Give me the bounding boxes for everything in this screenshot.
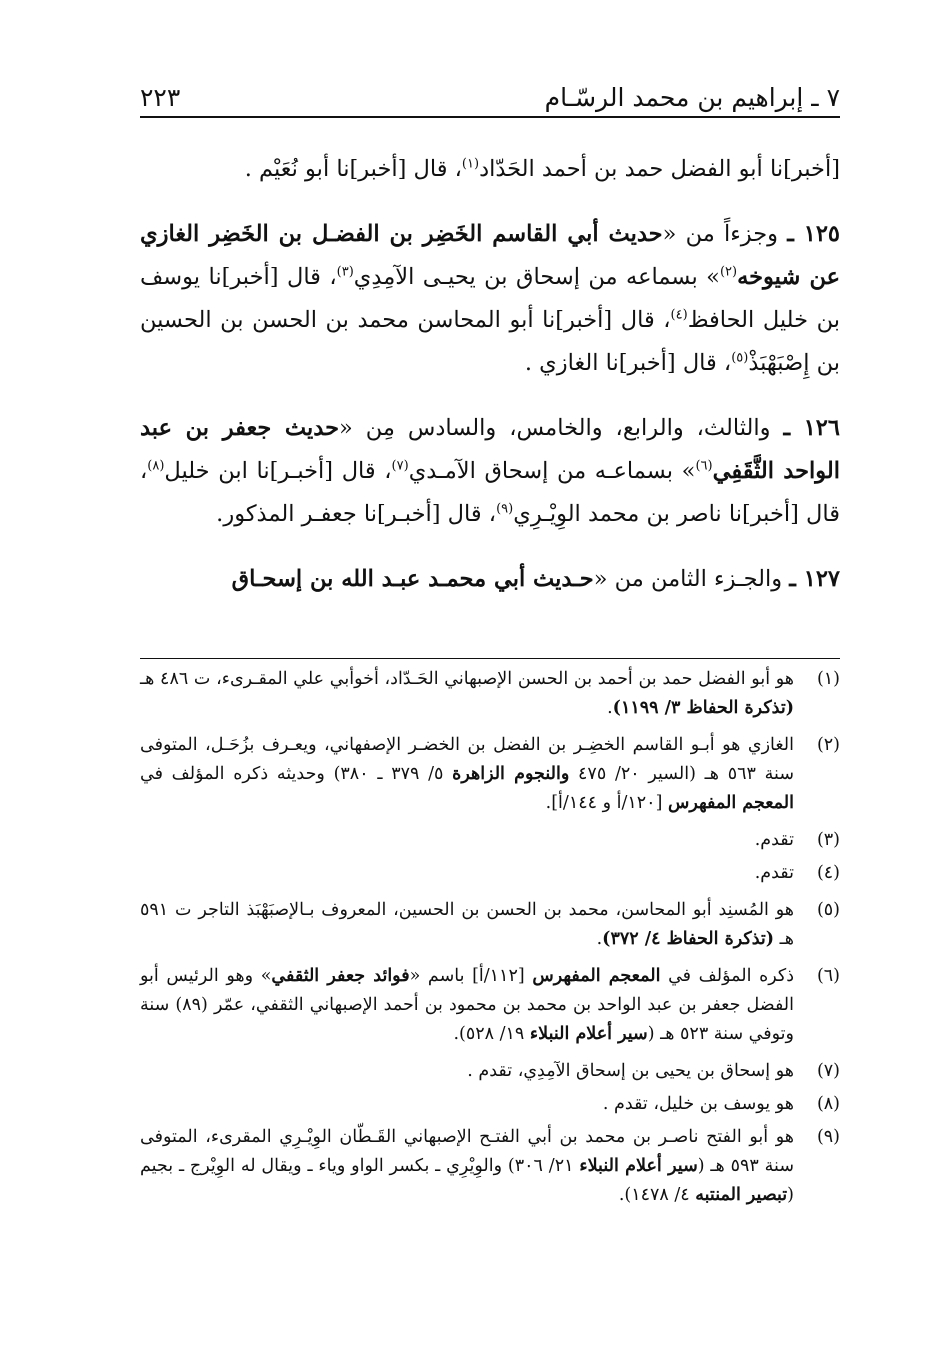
footnote-ref: (٤) <box>670 307 688 323</box>
entry-125: ١٢٥ ـ وجزءاً من «حديث أبي القاسم الخَضِر بن الفضـل بن الخَضِر الغازي عن شيوخه$^{(٢)}$» بسماعه من إسحاق بن يحيـى الآمِدِي$^{(٣)}$، قال [أخبر]نا يوسف بن خليل الحافظ$^{(٤)}$، قال [أخبر]نا أبو المحاسن محمد بن الحسن بن الحسين بن إِصْبَهْبَذْ$^{(٥)}$، قال [أخبر]نا الغازي . <box>140 221 841 376</box>
hadith-title: حـديث أبي محمـد عبـد الله بن إسحـاق <box>231 566 594 592</box>
footnote: (٩) هو أبو الفتح ناصـر بن محمد بن أبي الفتـح الإصبهاني القَـطّان الوِيْـرِي المقرىء، المتوفى سنة ٥٩٣ هـ (سير أعلام النبلاء ٢١/ ٣٠٦) والوِيْرِي ـ بكسر الواو وياء ـ ويقال له الوِيْرج ـ بجيم (تبصير المنتبه ٤/ ١٤٧٨). <box>140 1123 840 1210</box>
hadith-title: حديث جعفر بن عبد الواحد الثَّقَفِي <box>140 415 841 484</box>
footnote-ref: (١) <box>461 156 480 172</box>
footnote: (٦) ذكره المؤلف في المعجم المفهرس [١١٢/أ] باسم «فوائد جعفر الثقفي» وهو الرئيس أبو الفضل جعفر بن عبد الواحد بن محمد بن محمود بن أحمد الإصبهاني الثقفي، عمّر (٨٩) سنة وتوفي سنة ٥٢٣ هـ (سير أعلام النبلاء ١٩/ ٥٢٨). <box>140 962 840 1049</box>
entry-127: ١٢٧ ـ والجـزء الثامن من «حـديث أبي محمـد عبـد الله بن إسحـاق <box>231 566 840 592</box>
footnote-number: (٢) <box>816 735 840 755</box>
footnote-number: (٩) <box>816 1127 840 1147</box>
footnote-number: (١) <box>816 669 840 689</box>
footnote-ref: (٥) <box>731 350 749 366</box>
footnote-number: (٤) <box>816 863 840 883</box>
footnote: (٣) تقدم. <box>140 826 840 855</box>
intro-paragraph: [أخبر]نا أبو الفضل حمد بن أحمد الحَدّاد$^{(١)}$، قال [أخبر]نا أبو نُعَيْم . <box>244 156 840 182</box>
footnote-ref: (٢) <box>719 264 738 280</box>
header-rule <box>140 116 840 118</box>
footnote: (٢) الغازي هو أبـو القاسم الخضِـر بن الفضل بن الخضـر الإصفهاني، ويعـرف بزُحَـل، المتوفى سنة ٥٦٣ هـ (السير ٢٠/ ٤٧٥ والنجوم الزاهرة ٥/ ٣٧٩ ـ ٣٨٠) وحديثه ذكره المؤلف في المعجم المفهرس [١٢٠/أ و ١٤٤/أ]. <box>140 731 840 818</box>
entry-126: ١٢٦ ـ والثالث، والرابع، والخامس، والسادس مِن «حديث جعفر بن عبد الواحد الثَّقَفِي$^{(٦)}$» بسماعـه من إسحاق الآمـدي$^{(٧)}$، قال [أخبـر]نا ابن خليل$^{(٨)}$، قال [أخبر]نا ناصر بن محمد الوِيْـرِي$^{(٩)}$، قال [أخبـر]نا جعفـر المذكور. <box>140 415 841 527</box>
entry-number: ١٢٥ ـ <box>787 221 840 247</box>
footnote: (٥) هو المُسنِد أبو المحاسن، محمد بن الحسن بن الحسين، المعروف بـالإصبَهْبَذ التاجر ت ٥٩١ هـ (تذكرة الحفاظ ٤/ ٣٧٢). <box>140 896 840 954</box>
footnote: (٤) تقدم. <box>140 859 840 888</box>
footnotes <box>140 665 840 1218</box>
footnote-ref: (٩) <box>496 501 514 517</box>
footnote-number: (٧) <box>816 1061 840 1081</box>
page-number: ٢٢٣ <box>140 83 181 112</box>
footnote-ref: (٣) <box>336 264 354 280</box>
book-page <box>140 60 840 1320</box>
footnote: (٧) هو إسحاق بن يحيى بن إسحاق الآمِدِي، تقدم . <box>140 1057 840 1086</box>
footnote-ref: (٨) <box>147 458 165 474</box>
footnote-rule <box>140 658 840 659</box>
entry-number: ١٢٦ ـ <box>783 415 840 441</box>
hadith-title: حديث أبي القاسم الخَضِر بن الفضـل بن الخَضِر الغازي عن شيوخه <box>140 221 841 290</box>
main-text <box>140 148 840 601</box>
footnote-number: (٨) <box>816 1094 840 1114</box>
chapter-title: ٧ ـ إبراهيم بن محمد الرسّـام <box>544 83 840 112</box>
running-header <box>140 68 840 112</box>
footnote-ref: (٧) <box>391 458 409 474</box>
footnote-number: (٥) <box>816 900 840 920</box>
footnote: (٨) هو يوسف بن خليل، تقدم . <box>140 1090 840 1119</box>
entry-number: ١٢٧ ـ <box>789 566 840 592</box>
footnote-ref: (٦) <box>695 458 713 474</box>
footnote-number: (٣) <box>816 830 840 850</box>
footnote-number: (٦) <box>816 966 840 986</box>
footnote: (١) هو أبو الفضل حمد بن أحمد بن الحسن الإصبهاني الحَـدّاد، أخوأبي علي المقـرىء، ت ٤٨٦ هـ (تذكرة الحفاظ ٣/ ١١٩٩). <box>140 665 840 723</box>
